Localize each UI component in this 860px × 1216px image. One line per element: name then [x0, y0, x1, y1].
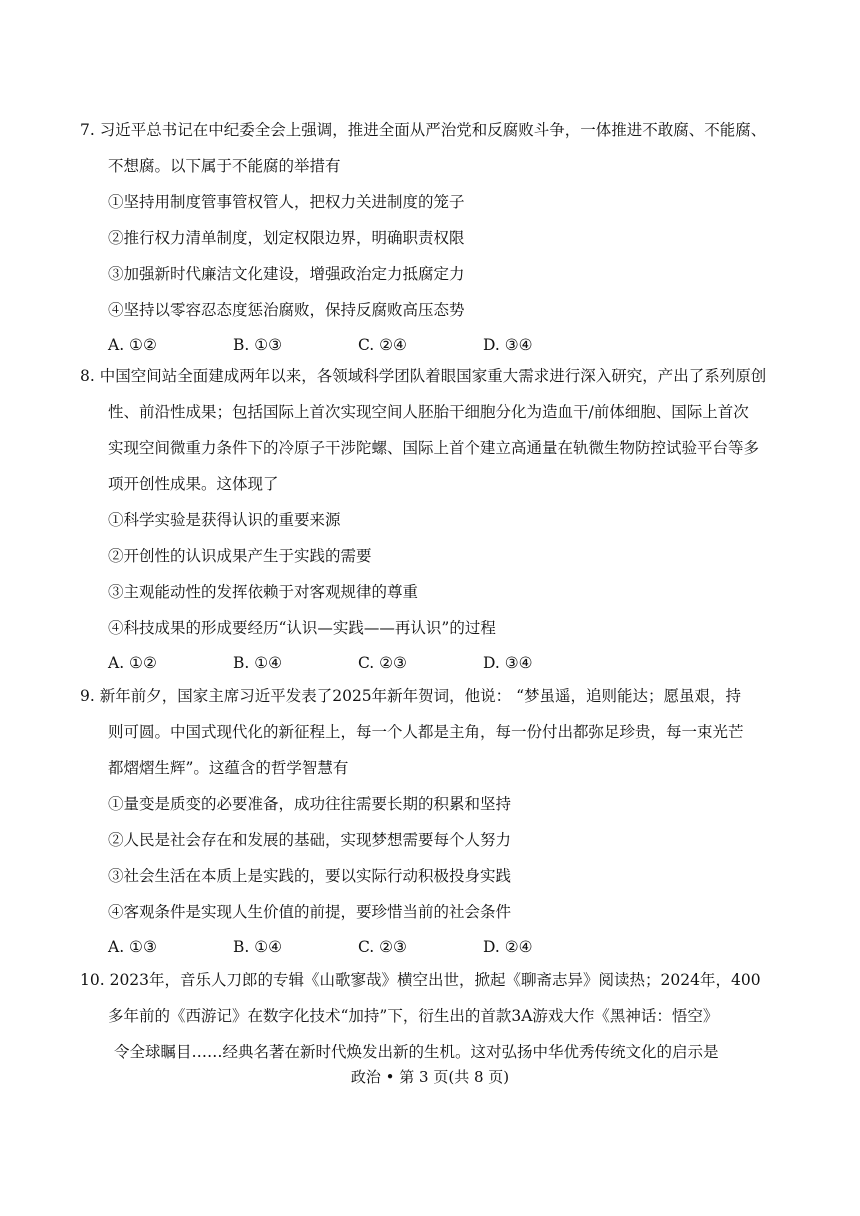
question-8: [80, 358, 785, 680]
question-9: [80, 678, 785, 964]
question-stem-line: 性、前沿性成果；包括国际上首次实现空间人胚胎干细胞分化为造血干/前体细胞、国际上首次: [108, 403, 749, 421]
question-stem-line: 都熠熠生辉”。这蕴含的哲学智慧有: [108, 759, 349, 777]
statement-option: ③社会生活在本质上是实践的，要以实际行动积极投身实践: [108, 867, 512, 885]
statement-option: ④客观条件是实现人生价值的前提，要珍惜当前的社会条件: [108, 903, 512, 921]
statement-option: ②推行权力清单制度，划定权限边界，明确职责权限: [108, 229, 465, 247]
choice-a[interactable]: A. ①③: [108, 938, 157, 956]
question-stem-line: 多年前的《西游记》在数字化技术“加持”下，衍生出的首款3A游戏大作《黑神话：悟空》: [108, 1007, 719, 1025]
choice-d[interactable]: D. ③④: [483, 654, 533, 672]
choice-c[interactable]: C. ②③: [358, 654, 407, 672]
statement-option: ①坚持用制度管事管权管人，把权力关进制度的笼子: [108, 193, 465, 211]
page-footer: 政治 • 第 3 页(共 8 页): [350, 1068, 510, 1086]
choice-a[interactable]: A. ①②: [108, 654, 157, 672]
question-stem-line: 8. 中国空间站全面建成两年以来，各领域科学团队着眼国家重大需求进行深入研究，产出了系列原创: [80, 367, 767, 385]
choice-c[interactable]: C. ②③: [358, 938, 407, 956]
question-stem-line: 则可圆。中国式现代化的新征程上，每一个人都是主角，每一份付出都弥足珍贵，每一束光芒: [108, 723, 744, 741]
question-stem-line: 令全球瞩目……经典名著在新时代焕发出新的生机。这对弘扬中华优秀传统文化的启示是: [114, 1043, 719, 1061]
answer-choices: [80, 328, 785, 362]
statement-option: ④坚持以零容忍态度惩治腐败，保持反腐败高压态势: [108, 301, 465, 319]
statement-option: ①科学实验是获得认识的重要来源: [108, 511, 341, 529]
statement-option: ①量变是质变的必要准备，成功往往需要长期的积累和坚持: [108, 795, 512, 813]
choice-c[interactable]: C. ②④: [358, 336, 407, 354]
answer-choices: [80, 646, 785, 680]
statement-option: ②开创性的认识成果产生于实践的需要: [108, 547, 372, 565]
question-stem-line: 不想腐。以下属于不能腐的举措有: [108, 157, 341, 175]
choice-b[interactable]: B. ①④: [233, 938, 283, 956]
choice-b[interactable]: B. ①③: [233, 336, 283, 354]
statement-option: ④科技成果的形成要经历“认识—实践——再认识”的过程: [108, 619, 496, 637]
question-stem-line: 7. 习近平总书记在中纪委全会上强调，推进全面从严治党和反腐败斗争，一体推进不敢腐、不能腐、: [80, 121, 767, 139]
question-stem-line: 10. 2023年，音乐人刀郎的专辑《山歌寥哉》横空出世，掀起《聊斋志异》阅读热；2024年，400: [80, 971, 761, 989]
question-7: [80, 112, 785, 362]
choice-d[interactable]: D. ③④: [483, 336, 533, 354]
question-stem-line: 实现空间微重力条件下的冷原子干涉陀螺、国际上首个建立高通量在轨微生物防控试验平台等多: [108, 439, 760, 457]
question-stem-line: 项开创性成果。这体现了: [108, 475, 279, 493]
choice-b[interactable]: B. ①④: [233, 654, 283, 672]
choice-a[interactable]: A. ①②: [108, 336, 157, 354]
answer-choices: [80, 930, 785, 964]
question-stem-line: 9. 新年前夕，国家主席习近平发表了2025年新年贺词，他说： “梦虽遥，追则能达；愿虽艰，持: [80, 687, 742, 705]
statement-option: ②人民是社会存在和发展的基础，实现梦想需要每个人努力: [108, 831, 512, 849]
statement-option: ③主观能动性的发挥依赖于对客观规律的尊重: [108, 583, 419, 601]
choice-d[interactable]: D. ②④: [483, 938, 533, 956]
statement-option: ③加强新时代廉洁文化建设，增强政治定力抵腐定力: [108, 265, 465, 283]
question-10: [80, 962, 785, 1070]
